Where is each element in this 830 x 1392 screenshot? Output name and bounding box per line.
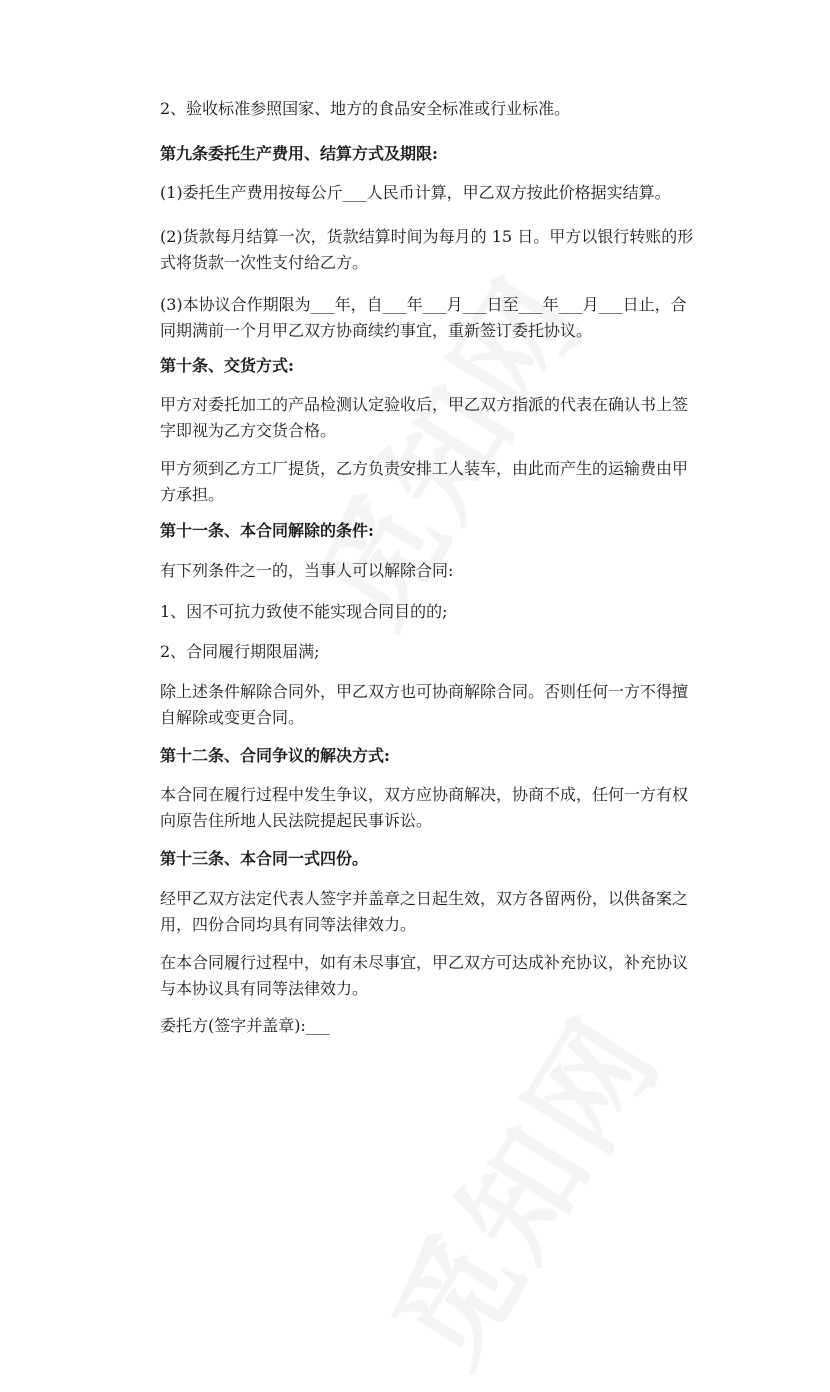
heading-article-13: 第十三条、本合同一式四份。 (160, 849, 369, 868)
heading-article-10: 第十条、交货方式: (160, 356, 294, 375)
list-item-force-majeure: 1、因不可抗力致使不能实现合同目的的; (160, 602, 448, 621)
list-item-term-expiry: 2、合同履行期限届满; (160, 642, 320, 661)
paragraph-acceptance-standard: 2、验收标准参照国家、地方的食品安全标准或行业标准。 (160, 99, 571, 118)
paragraph-cooperation-term: (3)本协议合作期限为___年，自___年___月___日至___年___月___日止，合同期满前一个月甲乙双方协商续约事宜，重新签订委托协议。 (160, 295, 687, 340)
paragraph-dispute-resolution: 本合同在履行过程中发生争议，双方应协商解决，协商不成，任何一方有权向原告住所地人民法院提起民事诉讼。 (160, 785, 689, 830)
signature-line-client: 委托方(签字并盖章):___ (160, 1016, 330, 1035)
paragraph-supplementary-agreement: 在本合同履行过程中，如有未尽事宜，甲乙双方可达成补充协议，补充协议与本协议具有同等法律效力。 (160, 953, 689, 998)
watermark (346, 980, 692, 1392)
paragraph-mutual-termination: 除上述条件解除合同外，甲乙双方也可协商解除合同。否则任何一方不得擅自解除或变更合同。 (160, 682, 689, 727)
paragraph-effectiveness: 经甲乙双方法定代表人签字并盖章之日起生效，双方各留两份，以供备案之用，四份合同均具有同等法律效力。 (160, 889, 689, 934)
heading-article-9: 第九条委托生产费用、结算方式及期限: (160, 144, 438, 163)
paragraph-payment-schedule: (2)货款每月结算一次，货款结算时间为每月的 15 日。甲方以银行转账的形式将货款一次性支付给乙方。 (160, 227, 694, 272)
paragraph-termination-intro: 有下列条件之一的，当事人可以解除合同: (160, 561, 454, 580)
paragraph-pickup-transport: 甲方须到乙方工厂提货，乙方负责安排工人装车，由此而产生的运输费由甲方承担。 (160, 459, 689, 504)
heading-article-11: 第十一条、本合同解除的条件: (160, 521, 374, 540)
paragraph-delivery-acceptance: 甲方对委托加工的产品检测认定验收后，甲乙双方指派的代表在确认书上签字即视为乙方交货合格。 (160, 395, 689, 440)
paragraph-fee-rate: (1)委托生产费用按每公斤___人民币计算，甲乙双方按此价格据实结算。 (160, 183, 671, 202)
heading-article-12: 第十二条、合同争议的解决方式: (160, 746, 390, 765)
